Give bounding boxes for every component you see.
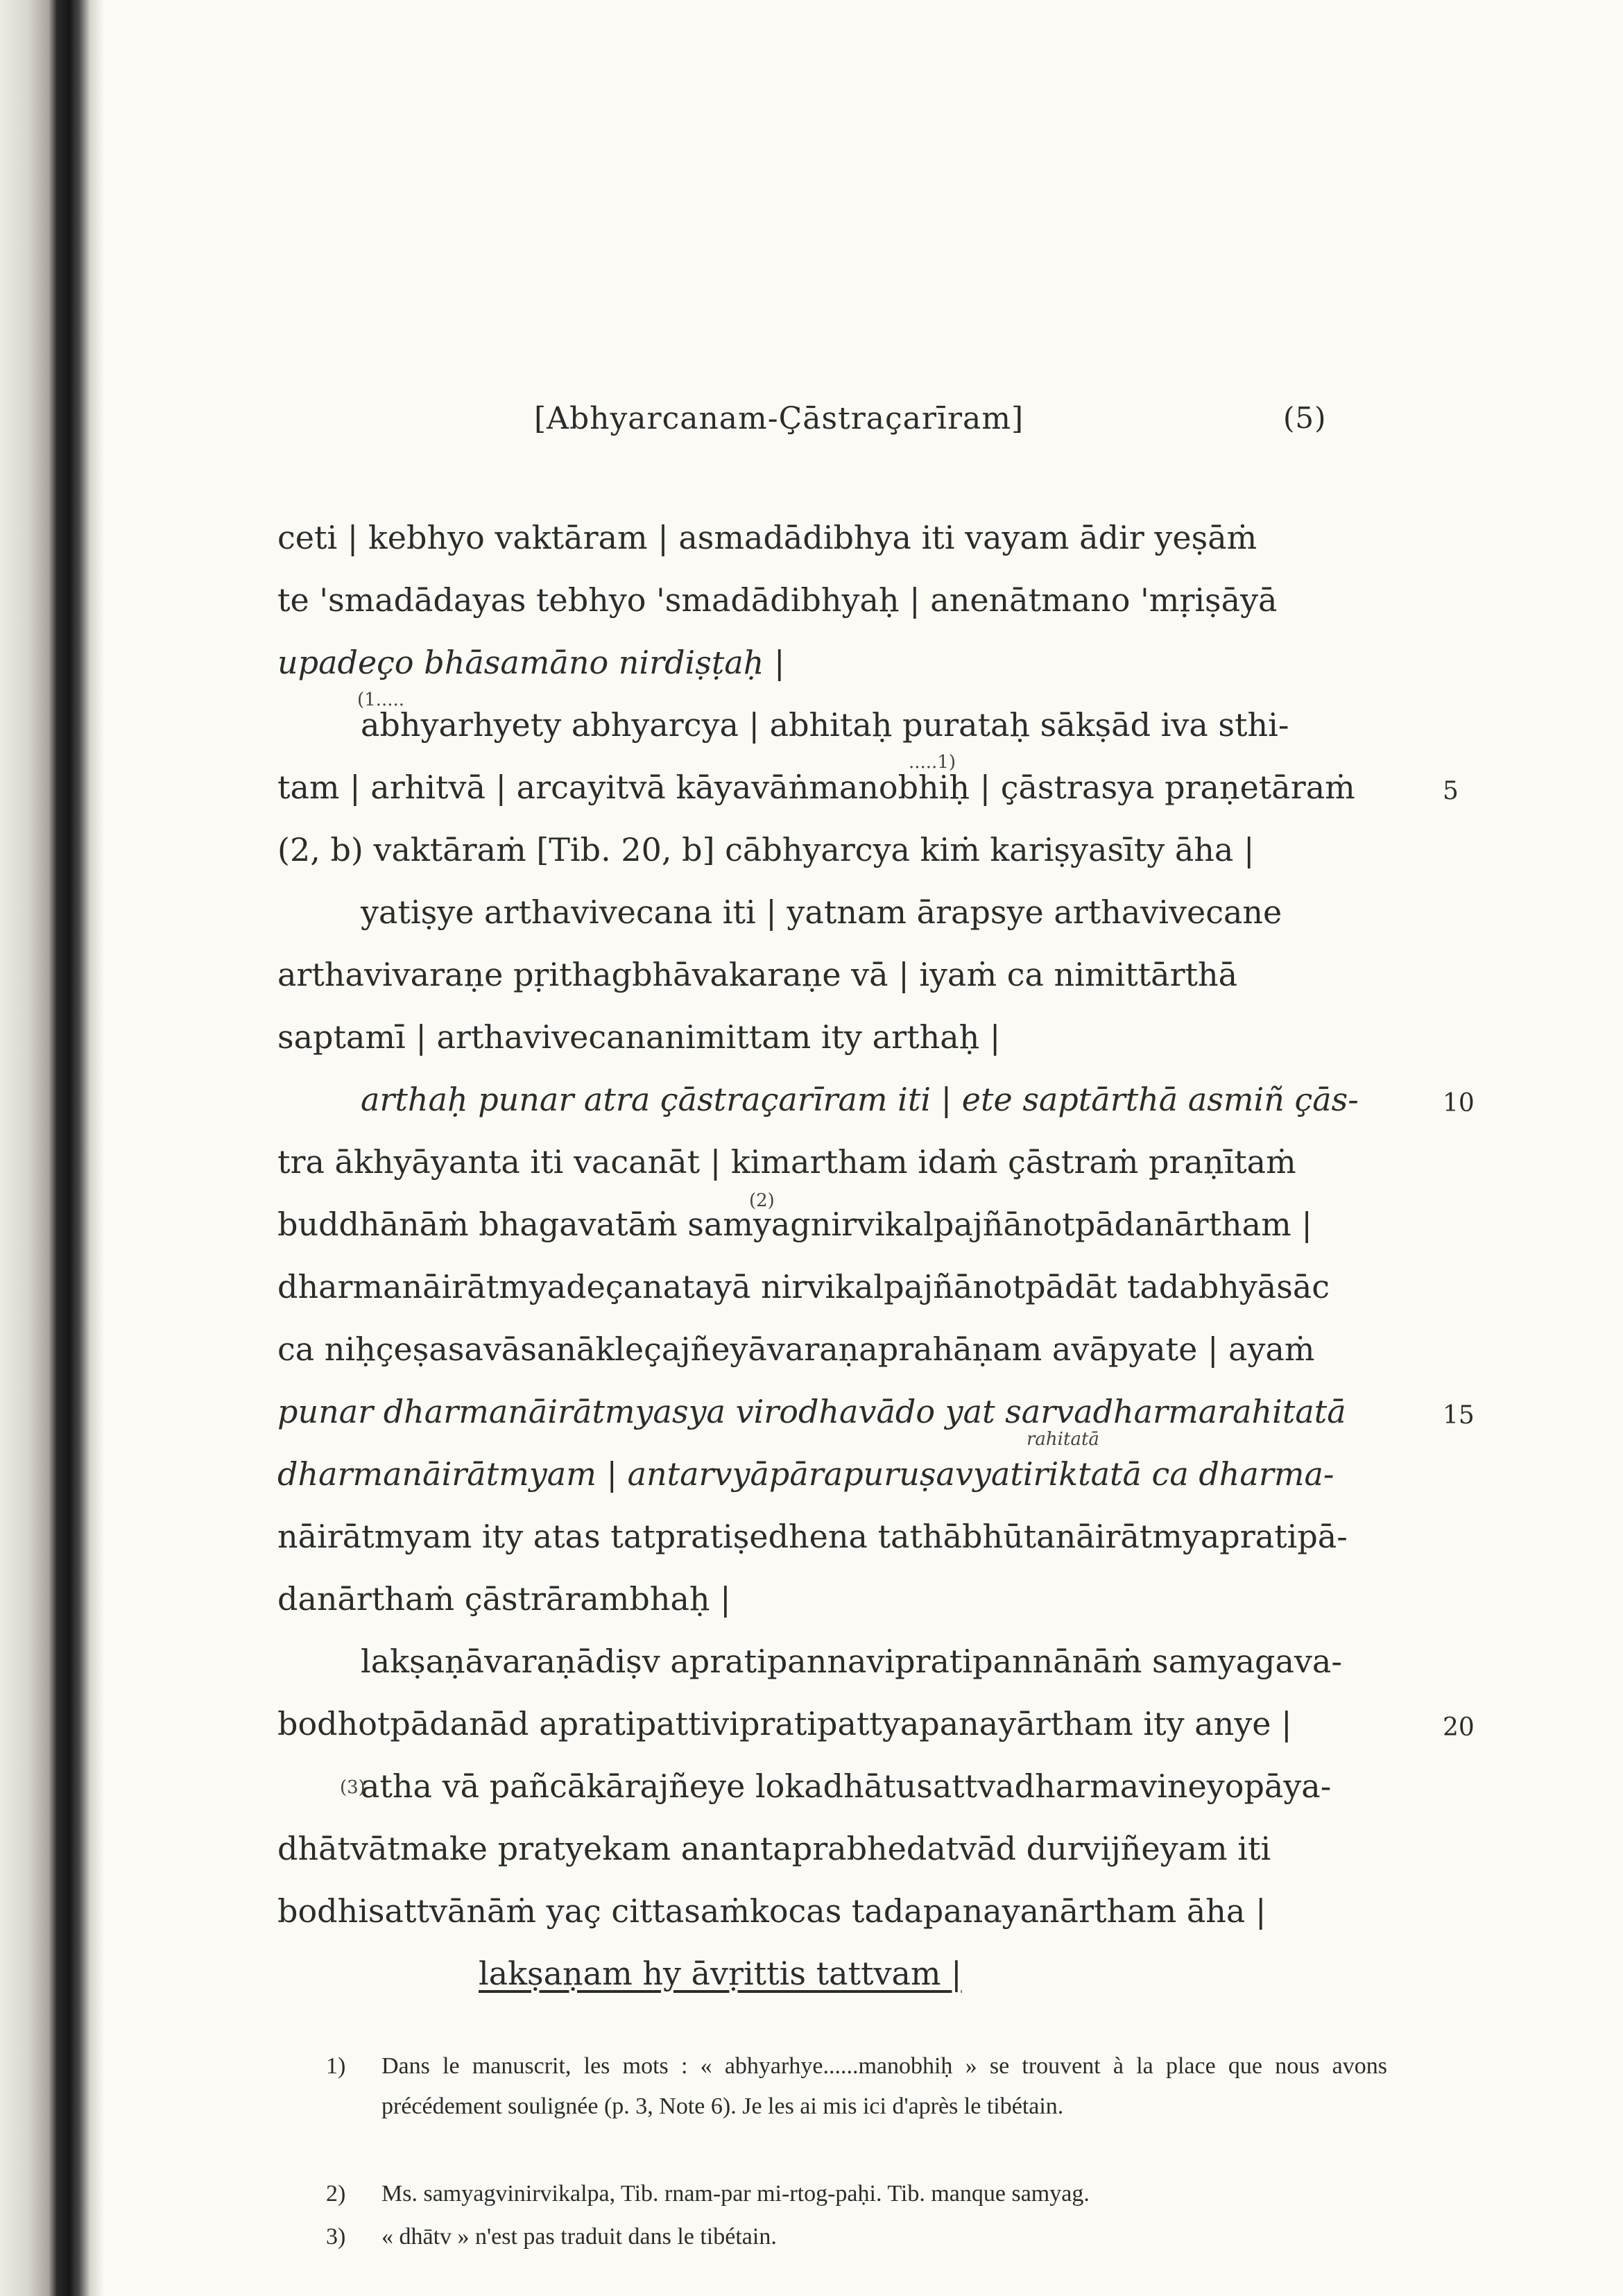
page-number: (5) [1283,401,1327,435]
text-line-24: lakṣaṇam hy āvṛittis tattvam | [479,1955,962,1992]
line-number-5: 5 [1443,777,1459,805]
marginal-mark-2: .....1) [909,752,956,773]
marginal-mark-1: (1..... [357,689,405,710]
footnote-text: « dhātv » n'est pas traduit dans le tibétain. [381,2224,777,2250]
text-line-1: ceti | kebhyo vaktāram | asmadādibhya iti vayam ādir yeṣāṁ [277,519,1257,556]
footnote-text: Dans le manuscrit, les mots : « abhyarhye......manobhiḥ » se trouvent à la place que nous avons précédement soulignée (p. 3, Note 6). Je les ai mis ici d'après le tibétain. [381,2053,1387,2119]
text-line-13: dharmanāirātmyadeçanatayā nirvikalpajñānotpādāt tadabhyāsāc [277,1268,1330,1305]
text-line-3: upadeço bhāsamāno nirdiṣṭaḥ | [277,644,785,681]
page-header [534,401,1443,463]
text-line-19: lakṣaṇāvaraṇādiṣv apratipannavipratipannānāṁ samyagava- [361,1643,1342,1680]
text-line-6: (2, b) vaktāraṁ [Tib. 20, b] cābhyarcya kiṁ kariṣyasīty āha | [277,831,1255,868]
text-line-2: te 'smadādayas tebhyo 'smadādibhyaḥ | anenātmano 'mṛiṣāyā [277,581,1278,619]
footnote-number: 3) [326,2224,346,2250]
text-line-17: nāirātmyam ity atas tatpratiṣedhena tathābhūtanāirātmyapratipā- [277,1518,1348,1555]
text-line-16: dharmanāirātmyam | antarvyāpārapuruṣavyatiriktatā ca dharma- [277,1455,1334,1493]
marginal-mark-3: (2) [749,1190,775,1211]
text-line-7: yatiṣye arthavivecana iti | yatnam ārapsye arthavivecane [361,893,1282,931]
footnote-number: 2) [326,2181,346,2207]
text-line-20: bodhotpādanād apratipattivipratipattyapanayārtham ity anye | [277,1705,1292,1742]
line-number-20: 20 [1443,1713,1475,1742]
line-number-10: 10 [1443,1089,1475,1117]
footnote-number: 1) [326,2053,346,2079]
text-line-22: dhātvātmake pratyekam anantaprabhedatvād durvijñeyam iti [277,1830,1271,1867]
text-line-9: saptamī | arthavivecananimittam ity arthaḥ | [277,1018,1001,1056]
text-line-8: arthavivaraṇe pṛithagbhāvakaraṇe vā | iyaṁ ca nimittārthā [277,956,1238,993]
footnote-2 [326,2174,1387,2216]
running-title: [Abhyarcanam-Çāstraçarīram] [534,401,1024,436]
line-number-15: 15 [1443,1401,1475,1430]
text-line-21: atha vā pañcākārajñeye lokadhātusattvadharmavineyopāya- [361,1767,1332,1805]
text-line-11: tra ākhyāyanta iti vacanāt | kimartham idaṁ çāstraṁ praṇītaṁ [277,1143,1296,1181]
text-line-23: bodhisattvānāṁ yaç cittasaṁkocas tadapanayanārtham āha | [277,1892,1266,1930]
text-line-10: arthaḥ punar atra çāstraçarīram iti | ete saptārthā asmiñ çās- [361,1081,1359,1118]
text-line-15: punar dharmanāirātmyasya virodhavādo yat sarvadharmarahitatā [277,1393,1346,1430]
text-line-14: ca niḥçeṣasavāsanākleçajñeyāvaraṇaprahāṇam avāpyate | ayaṁ [277,1330,1315,1368]
book-spine-shadow [0,0,104,2296]
footnote-3 [326,2217,1387,2259]
handwritten-correction: rahitatā [1027,1429,1099,1450]
footnote-text: Ms. samyagvinirvikalpa, Tib. rnam-par mi-rtog-paḥi. Tib. manque samyag. [381,2181,1090,2207]
text-line-5: tam | arhitvā | arcayitvā kāyavāṅmanobhiḥ | çāstrasya praṇetāraṁ [277,769,1355,806]
text-line-4: abhyarhyety abhyarcya | abhitaḥ purataḥ sākṣād iva sthi- [361,706,1289,744]
marginal-mark-4: (3) [340,1777,366,1798]
text-line-12: buddhānāṁ bhagavatāṁ samyagnirvikalpajñānotpādanārtham | [277,1206,1312,1243]
footnote-1 [326,2046,1387,2167]
text-line-18: danārthaṁ çāstrārambhaḥ | [277,1580,731,1618]
